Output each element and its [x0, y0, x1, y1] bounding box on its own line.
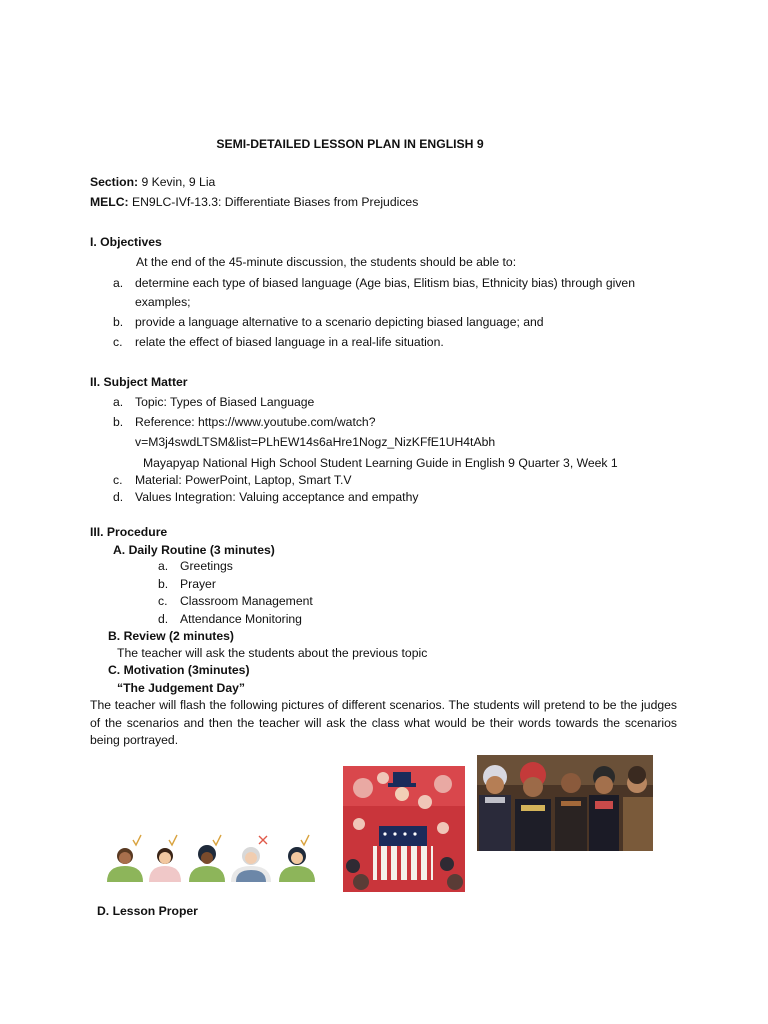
daily-routine-heading: A. Daily Routine (3 minutes) [113, 543, 275, 557]
routine-text: Attendance Monitoring [180, 612, 302, 626]
procedure-heading: III. Procedure [90, 525, 168, 539]
objective-text-continued: examples; [135, 295, 191, 309]
section-label: Section: [90, 175, 139, 189]
person-avatar [107, 848, 143, 882]
list-marker: d. [113, 490, 124, 504]
objective-text: provide a language alternative to a scenario depicting biased language; and [135, 315, 544, 329]
motivation-paragraph: The teacher will flash the following pictures of different scenarios. The students will pretend to be the judges of the scenarios and then the teacher will ask the class what would be their words towards the scenarios being portrayed. [90, 698, 677, 748]
subject-text: Values Integration: Valuing acceptance and empathy [135, 490, 419, 504]
review-text: The teacher will ask the students about the previous topic [117, 646, 428, 660]
person-avatar [189, 845, 225, 882]
list-marker: b. [113, 315, 124, 329]
list-marker: a. [113, 395, 124, 409]
routine-text: Prayer [180, 577, 216, 591]
uncle-sam-crowd-image [343, 766, 465, 892]
subject-item [113, 414, 375, 430]
objective-text: relate the effect of biased language in a real-life situation. [135, 335, 444, 349]
subject-matter-heading: II. Subject Matter [90, 375, 188, 389]
objectives-intro: At the end of the 45-minute discussion, the students should be able to: [136, 255, 517, 269]
routine-text: Greetings [180, 559, 233, 573]
list-marker: b. [158, 577, 169, 591]
person-portrait [589, 766, 619, 851]
check-mark-icon [169, 835, 177, 845]
melc-label: MELC: [90, 195, 129, 209]
reference-link[interactable]: Reference: https://www.youtube.com/watch? [135, 415, 376, 429]
approval-faces-image [103, 830, 319, 884]
subject-item [113, 489, 418, 505]
check-mark-icon [213, 835, 221, 845]
document-title: SEMI-DETAILED LESSON PLAN IN ENGLISH 9 [216, 137, 484, 151]
reference-guide: Mayapyap National High School Student Learning Guide in English 9 Quarter 3, Week 1 [143, 456, 618, 470]
routine-item [158, 611, 302, 627]
subject-item [113, 472, 352, 488]
list-marker: d. [158, 612, 169, 626]
cross-mark-icon [259, 836, 267, 844]
objective-text: determine each type of biased language (Age bias, Elitism bias, Ethnicity bias) through given [135, 276, 635, 290]
subject-text: Topic: Types of Biased Language [135, 395, 315, 409]
routine-item [158, 576, 216, 592]
objective-item [113, 314, 544, 330]
routine-item [158, 593, 313, 609]
check-mark-icon [133, 835, 141, 845]
melc-line [90, 194, 418, 210]
list-marker: a. [158, 559, 169, 573]
list-marker: a. [113, 276, 124, 290]
subject-text: Material: PowerPoint, Laptop, Smart T.V [135, 473, 352, 487]
person-portrait [515, 762, 551, 851]
routine-text: Classroom Management [180, 594, 313, 608]
lesson-proper-heading: D. Lesson Proper [97, 904, 198, 918]
list-marker: c. [113, 473, 123, 487]
person-portrait [479, 765, 511, 851]
motivation-heading: C. Motivation (3minutes) [108, 663, 250, 677]
person-avatar [279, 847, 315, 882]
objectives-heading: I. Objectives [90, 235, 162, 249]
activity-title: “The Judgement Day” [117, 681, 245, 695]
ethnic-group-photo [477, 755, 653, 851]
objective-item [113, 275, 635, 291]
subject-item [113, 394, 314, 410]
check-mark-icon [301, 835, 309, 845]
reference-link-continued[interactable]: v=M3j4swdLTSM&list=PLhEW14s6aHre1Nogz_NizKFfE1UH4tAbh [135, 435, 496, 449]
list-marker: b. [113, 415, 124, 429]
section-line [90, 174, 215, 190]
melc-value: EN9LC-IVf-13.3: Differentiate Biases from Prejudices [128, 195, 419, 209]
routine-item [158, 558, 233, 574]
section-value: 9 Kevin, 9 Lia [138, 175, 216, 189]
person-avatar [149, 848, 181, 882]
list-marker: c. [113, 335, 123, 349]
person-avatar [231, 847, 271, 882]
list-marker: c. [158, 594, 168, 608]
objective-item [113, 334, 444, 350]
review-heading: B. Review (2 minutes) [108, 629, 234, 643]
